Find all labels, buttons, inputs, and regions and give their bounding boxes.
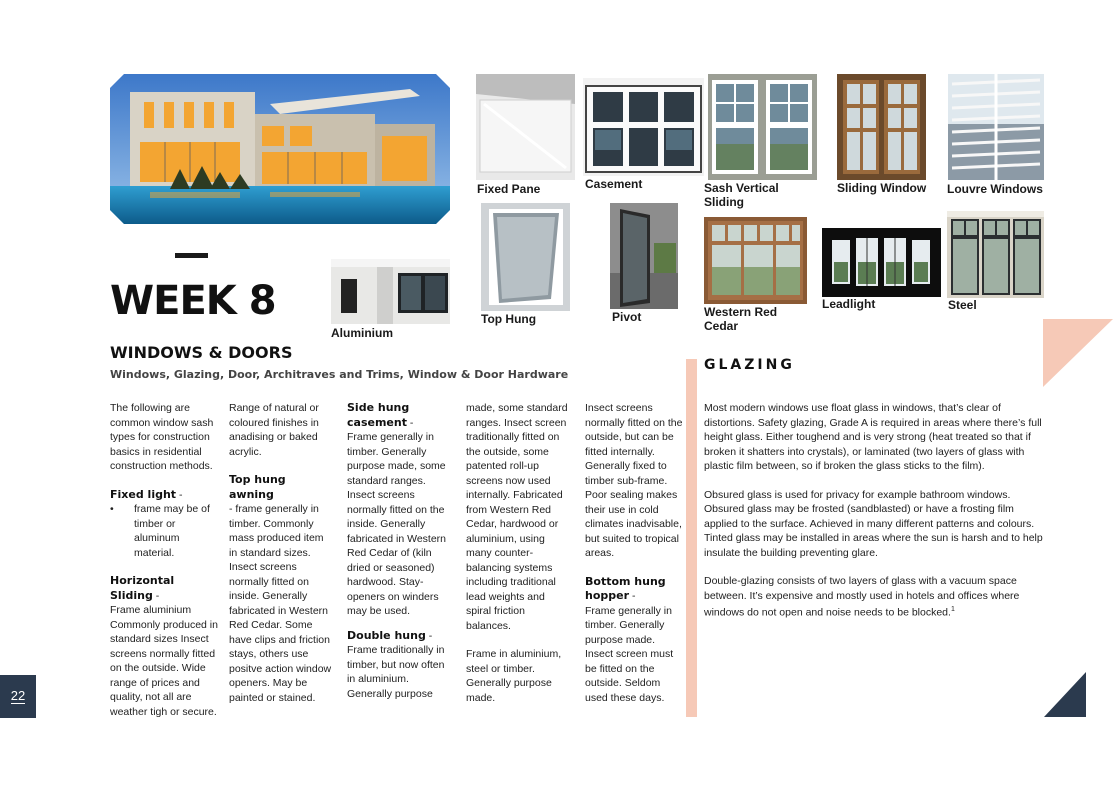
glazing-title: GLAZING bbox=[704, 357, 795, 373]
section-title: WINDOWS & DOORS bbox=[110, 343, 293, 362]
caption-sash-vertical-sliding: Sash Vertical Sliding bbox=[704, 181, 779, 209]
caption-leadlight: Leadlight bbox=[822, 297, 876, 311]
horizontal-sliding-heading: Horizontal Sliding bbox=[110, 574, 175, 602]
col2-intro: Range of natural or coloured finishes in anadising or baked acrylic. bbox=[229, 402, 319, 458]
text-column-1 bbox=[110, 401, 218, 719]
casement-photo bbox=[583, 78, 704, 176]
caption-sliding-window: Sliding Window bbox=[837, 181, 927, 195]
double-hung-heading: Double hung bbox=[347, 628, 426, 642]
page-number-badge bbox=[0, 675, 36, 718]
caption-casement: Casement bbox=[585, 177, 643, 191]
glazing-paragraph-1: Most modern windows use float glass in windows, that’s clear of distortions. Safety glazing, Grade A is required in areas where there’s full height glass. Either toughend and is very strong (heat treated so that if broken it shatters into crystals), or laminated (two layers of glass with plastic film between, so if broken the glass sticks to the film). bbox=[704, 402, 1042, 472]
horizontal-sliding-text: Frame aluminium Commonly produced in standard sizes Insect screens normally fitted on the outside. Wide range of prices and quality, not all are weather tigh or secure. bbox=[110, 604, 218, 718]
side-hung-casement-heading: Side hung casement bbox=[347, 401, 410, 429]
caption-fixed-pane: Fixed Pane bbox=[477, 182, 541, 196]
text-column-2 bbox=[229, 401, 333, 705]
steel-photo bbox=[947, 211, 1044, 298]
text-column-5 bbox=[585, 401, 683, 705]
fixed-pane-photo bbox=[476, 74, 575, 180]
caption-western-red-cedar: Western Red Cedar bbox=[704, 305, 778, 333]
glazing-paragraph-3: Double-glazing consists of two layers of glass with a vacuum space between. It’s expensive and mostly used in hotels and offices where windows do not open and noise needs to be blocked. bbox=[704, 575, 1020, 619]
fixed-light-bullet: • frame may be of timber or aluminum material. bbox=[110, 502, 218, 560]
bottom-hung-hopper-heading: Bottom hung hopper bbox=[585, 574, 666, 602]
fixed-light-dash: - bbox=[176, 488, 183, 501]
leadlight-photo bbox=[822, 228, 941, 297]
page-number: 22 bbox=[10, 688, 26, 703]
double-hung-text: Frame traditionally in timber, but now often in aluminium. Generally purpose bbox=[347, 644, 445, 700]
side-hung-casement-text: Frame generally in timber. Generally purpose made, some standard ranges. Insect screens normally fitted on the inside. Generally fabricated in Western Red Cedar of (kiln dried or seasoned) hardwood. Stay-openers on winders may be used. bbox=[347, 431, 447, 617]
double-hung-dash: - bbox=[425, 629, 433, 642]
col4-text-2: Frame in aluminium, steel or timber. Generally purpose made. bbox=[466, 648, 562, 704]
col5-text-1: Insect screens normally fitted on the outside, but can be fitted internally. Generally fixed to timber sub-frame. Poor sealing makes their use in cold climates inadvisable, but suited to tropical areas. bbox=[585, 402, 683, 559]
caption-louvre-windows: Louvre Windows bbox=[947, 182, 1043, 196]
fixed-light-heading: Fixed light bbox=[110, 487, 177, 501]
footnote-marker: 1 bbox=[950, 606, 955, 613]
top-hung-awning-heading: Top hung awning bbox=[229, 473, 286, 501]
text-column-3 bbox=[347, 401, 454, 701]
bottom-hung-dash: - bbox=[629, 590, 636, 602]
glazing-divider-bar bbox=[686, 359, 697, 717]
aluminium-photo bbox=[331, 259, 450, 324]
caption-aluminium: Aluminium bbox=[331, 326, 393, 340]
sliding-window-photo bbox=[837, 74, 926, 180]
louvre-windows-photo bbox=[948, 74, 1044, 180]
glazing-paragraph-2: Obsured glass is used for privacy for example bathroom windows. Obsured glass may be frosted (sandblasted) or have a frosting film applied to the surface. Achieved in many different patterns and colours. Tinted glass may be installed in areas where the sun is harsh and to help insulate the building preventing glare. bbox=[704, 488, 1043, 559]
glazing-text bbox=[704, 401, 1044, 634]
decorative-peach-triangle bbox=[1043, 319, 1113, 387]
caption-steel: Steel bbox=[948, 298, 977, 312]
hero-house-photo bbox=[110, 74, 450, 224]
sash-vertical-sliding-photo bbox=[708, 74, 817, 180]
caption-top-hung: Top Hung bbox=[481, 312, 537, 326]
horizontal-sliding-dash: - bbox=[152, 589, 160, 602]
western-red-cedar-photo bbox=[704, 217, 807, 304]
decorative-navy-triangle bbox=[1044, 672, 1086, 717]
pivot-photo bbox=[610, 203, 678, 309]
top-hung-photo bbox=[481, 203, 570, 311]
title-dash bbox=[175, 253, 208, 258]
col4-text-1: made, some standard ranges. Insect screen traditionally fitted on the outside, some patented roll-up screens now used internally. Fabricated from Western Red Cedar, hardwood or aluminium, using many counter-balancing systems including traditional lead weights and spiral friction balances. bbox=[466, 402, 568, 632]
text-column-4 bbox=[466, 401, 572, 705]
section-subtitle: Windows, Glazing, Door, Architraves and Trims, Window & Door Hardware bbox=[110, 368, 569, 381]
top-hung-awning-text: - frame generally in timber. Commonly mass produced item in standard sizes. Insect screens normally fitted on inside. Generally fabricated in Western Red Cedar. Some have clips and friction stays, others use positve action window openers. May be painted or stained. bbox=[229, 503, 332, 704]
fixed-light-bullet-text: frame may be of timber or aluminum material. bbox=[134, 503, 210, 559]
week-title: WEEK 8 bbox=[110, 278, 276, 324]
side-hung-dash: - bbox=[406, 416, 414, 429]
caption-pivot: Pivot bbox=[612, 310, 642, 324]
col1-intro: The following are common window sash types for construction basics in residential construction methods. bbox=[110, 402, 214, 472]
bottom-hung-hopper-text: Frame generally in timber. Generally purpose made. Insect screen must be fitted on the outside. Seldom used these days. bbox=[585, 604, 674, 704]
